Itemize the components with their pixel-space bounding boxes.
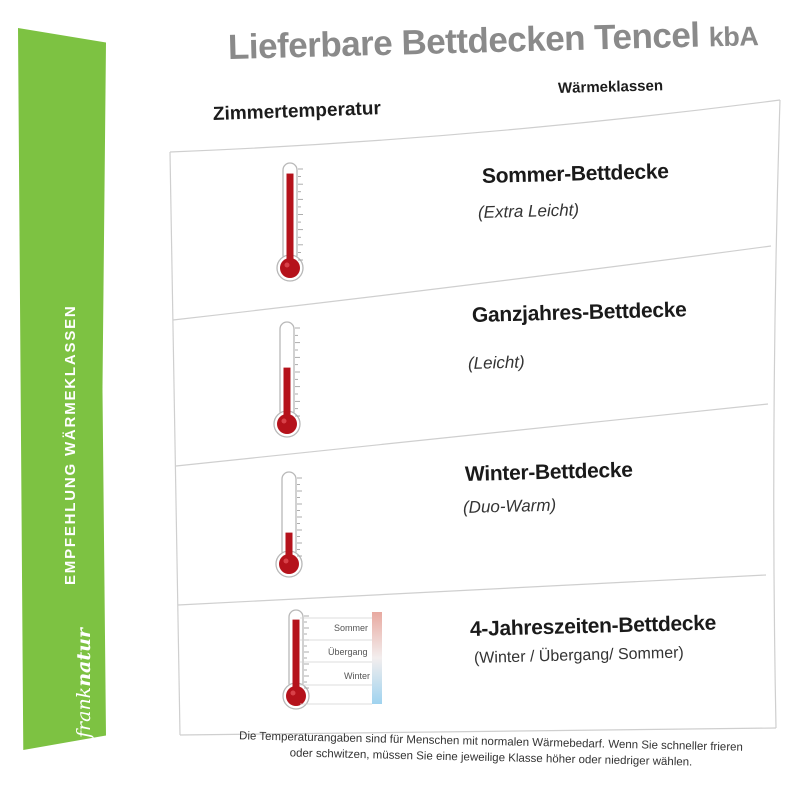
table-frame-left [170, 152, 180, 735]
class-subtitle-winter: (Duo-Warm) [462, 495, 557, 517]
brand-part-natur: natur [73, 628, 95, 687]
season-label-winter: Winter [344, 671, 371, 681]
thermometer-icon [274, 322, 300, 437]
class-name-all-year: Ganzjahres-Bettdecke [471, 298, 687, 327]
column-header-warmth-classes: Wärmeklassen [557, 77, 664, 97]
season-gradient-bar [372, 612, 382, 704]
column-header-room-temperature: Zimmertemperatur [212, 98, 382, 125]
title-main: Lieferbare Bettdecken Tencel [227, 15, 710, 67]
class-subtitle-all-year: (Leicht) [467, 352, 525, 373]
class-name-winter: Winter-Bettdecke [464, 458, 633, 486]
class-subtitle-summer: (Extra Leicht) [477, 200, 580, 222]
brand-part-frank: frank [73, 686, 95, 738]
table-frame-top [170, 100, 780, 152]
season-label-transition: Übergang [328, 647, 368, 657]
class-name-four-seasons: 4-Jahreszeiten-Bettdecke [469, 611, 717, 641]
thermometer-icon [276, 472, 302, 577]
title-suffix: kbA [708, 21, 759, 53]
thermometer-icon [283, 610, 309, 709]
table-frame-right [774, 100, 780, 728]
footnote-line-2: oder schwitzen, müssen Sie eine jeweilige Klasse höher oder niedriger wählen. [289, 747, 693, 769]
row-separator-2 [176, 404, 768, 466]
row-separator-3 [178, 575, 766, 605]
class-name-summer: Sommer-Bettdecke [481, 160, 669, 188]
sidebar-heading: EMPFEHLUNG WÄRMEKLASSEN [62, 304, 79, 585]
thermometer-icon [277, 163, 303, 281]
class-subtitle-four-seasons: (Winter / Übergang/ Sommer) [473, 644, 684, 667]
footnote-line-1: Die Temperaturangaben sind für Menschen mit normalen Wärmebedarf. Wenn Sie schneller frieren [238, 730, 744, 754]
season-label-summer: Sommer [334, 623, 369, 633]
